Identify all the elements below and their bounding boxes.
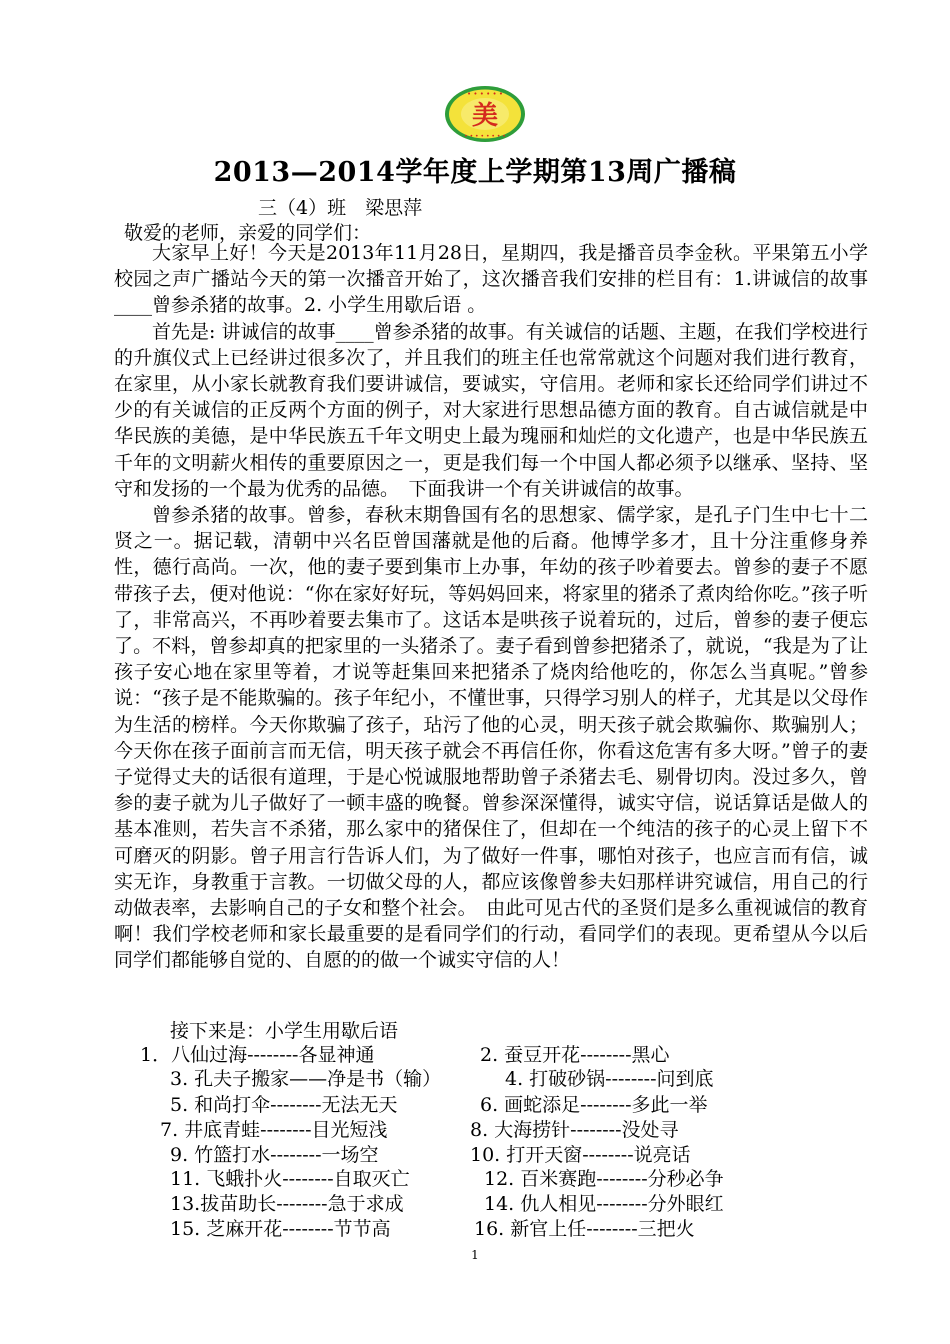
idiom-item: 13.拔苗助长--------急于求成 bbox=[170, 1193, 404, 1215]
idiom-item: 7. 井底青蛙--------目光短浅 bbox=[160, 1119, 388, 1141]
idiom-item: 11. 飞蛾扑火--------自取灭亡 bbox=[170, 1168, 410, 1190]
paragraph-opening: 大家早上好！今天是2013年11月28日，星期四，我是播音员李金秋。平果第五小学校园之声广播站今天的第一次播音开始了，这次播音我们安排的栏目有：1.讲诚信的故事____曾参杀猪的故事。2. 小学生用歇后语 。 bbox=[114, 242, 868, 317]
idiom-item: 4. 打破砂锅--------问到底 bbox=[505, 1068, 714, 1090]
svg-text:• • • • • •: • • • • • • bbox=[467, 90, 503, 98]
paragraph-honesty: 首先是: 讲诚信的故事____曾参杀猪的故事。有关诚信的话题、主题，在我们学校进行的升旗仪式上已经讲过很多次了，并且我们的班主任也常常就这个问题对我们进行教育，在家里，从小家长就教育我们要讲诚信，要诚实，守信用。老师和家长还给同学们讲过不少的有关诚信的正反两个方面的例子，对大家进行思想品德方面的教育。自古诚信就是中华民族的美德，是中华民族五千年文明史上最为瑰丽和灿烂的文化遗产，也是中华民族五千年的文明薪火相传的重要原因之一，更是我们每一个中国人都必须予以继承、坚持、坚守和发扬的一个最为优秀的品德。 下面我讲一个有关讲诚信的故事。 bbox=[114, 320, 868, 500]
greeting: 敬爱的老师，亲爱的同学们： bbox=[124, 222, 372, 244]
idiom-item: 12. 百米赛跑--------分秒必争 bbox=[484, 1168, 724, 1190]
author-line: 三（4）班 梁思萍 bbox=[258, 197, 423, 219]
idiom-item: 2. 蚕豆开花--------黑心 bbox=[480, 1044, 670, 1066]
idiom-item: 14. 仇人相见--------分外眼红 bbox=[484, 1193, 724, 1215]
idiom-item: 16. 新官上任--------三把火 bbox=[474, 1218, 695, 1240]
svg-text:• • • • • • • •: • • • • • • • • bbox=[464, 133, 506, 140]
logo-character: 美 bbox=[471, 101, 499, 131]
idiom-item: 5. 和尚打伞--------无法无天 bbox=[170, 1094, 398, 1116]
page-title: 2013—2014学年度上学期第13周广播稿 bbox=[213, 157, 737, 188]
idiom-item: 8. 大海捞针--------没处寻 bbox=[470, 1119, 679, 1141]
idioms-intro: 接下来是：小学生用歇后语 bbox=[170, 1020, 399, 1042]
idiom-item: 9. 竹篮打水--------一场空 bbox=[170, 1144, 379, 1166]
idiom-item: 1．八仙过海--------各显神通 bbox=[140, 1044, 375, 1066]
school-logo bbox=[443, 84, 527, 144]
idiom-item: 6. 画蛇添足--------多此一举 bbox=[480, 1094, 708, 1116]
paragraph-story: 曾参杀猪的故事。曾参，春秋末期鲁国有名的思想家、儒学家，是孔子门生中七十二贤之一。据记载，清朝中兴名臣曾国藩就是他的后裔。他博学多才，且十分注重修身养性，德行高尚。一次，他的妻子要到集市上办事，年幼的孩子吵着要去。曾参的妻子不愿带孩子去，便对他说：“你在家好好玩，等妈妈回来，将家里的猪杀了煮肉给你吃。”孩子听了，非常高兴，不再吵着要去集市了。这话本是哄孩子说着玩的，过后，曾参的妻子便忘了。不料，曾参却真的把家里的一头猪杀了。妻子看到曾参把猪杀了，就说，“我是为了让孩子安心地在家里等着，才说等赶集回来把猪杀了烧肉给他吃的，你怎么当真呢。”曾参说：“孩子是不能欺骗的。孩子年纪小，不懂世事，只得学习别人的样子，尤其是以父母作为生活的榜样。今天你欺骗了孩子，玷污了他的心灵，明天孩子就会欺骗你、欺骗别人；今天你在孩子面前言而无信，明天孩子就会不再信任你，你看这危害有多大呀。”曾子的妻子觉得丈夫的话很有道理，于是心悦诚服地帮助曾子杀猪去毛、剔骨切肉。没过多久，曾参的妻子就为儿子做好了一顿丰盛的晚餐。曾参深深懂得，诚实守信，说话算话是做人的基本准则，若失言不杀猪，那么家中的猪保住了，但却在一个纯洁的孩子的心灵上留下不可磨灭的阴影。曾子用言行告诉人们，为了做好一件事，哪怕对孩子，也应言而有信，诚实无诈，身教重于言教。一切做父母的人，都应该像曾参夫妇那样讲究诚信，用自己的行动做表率，去影响自己的子女和整个社会。 由此可见古代的圣贤们是多么重视诚信的教育啊！我们学校老师和家长最重要的是看同学们的行动，看同学们的表现。更希望从今以后同学们都能够自觉的、自愿的的做一个诚实守信的人！ bbox=[114, 504, 868, 972]
idiom-item: 10. 打开天窗--------说亮话 bbox=[470, 1144, 691, 1166]
idiom-item: 3. 孔夫子搬家——净是书（输） bbox=[170, 1068, 442, 1090]
page-number: 1 bbox=[471, 1248, 479, 1262]
article-body bbox=[114, 240, 868, 974]
idiom-item: 15. 芝麻开花--------节节高 bbox=[170, 1218, 391, 1240]
